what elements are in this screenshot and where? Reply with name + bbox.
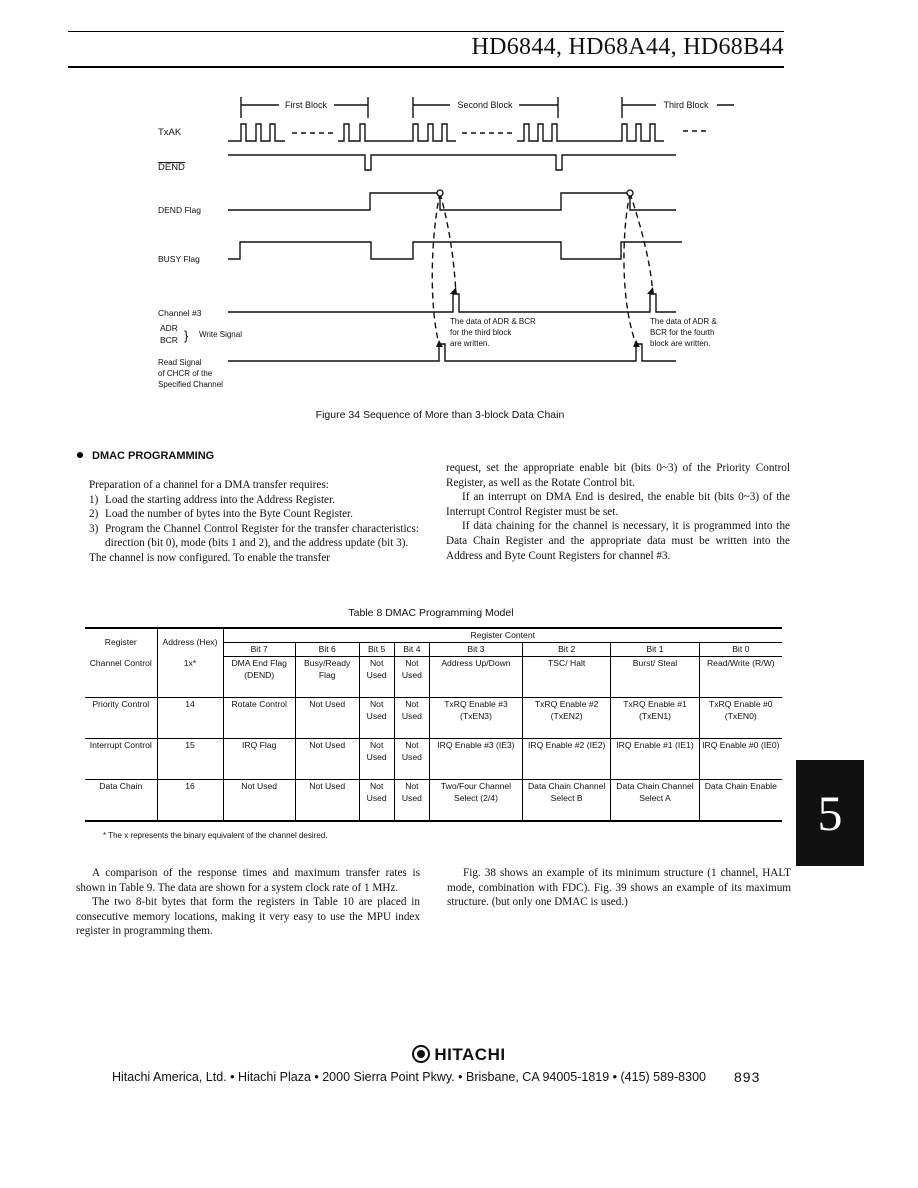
register-address: 1x* — [157, 657, 223, 698]
bit-header: Bit 3 — [430, 643, 523, 657]
bit-cell: IRQ Enable #0 (IE0) — [699, 739, 782, 780]
section-tab: 5 — [796, 760, 864, 866]
bit-cell: Not Used — [394, 780, 429, 822]
brace-glyph: } — [184, 328, 189, 343]
bit-cell: TxRQ Enable #0 (TxEN0) — [699, 698, 782, 739]
bit-cell: IRQ Flag — [223, 739, 295, 780]
bit-cell: Read/Write (R/W) — [699, 657, 782, 698]
signal-write: Write Signal — [199, 330, 242, 339]
bit-header: Bit 6 — [295, 643, 359, 657]
table-row — [85, 698, 782, 739]
brand-name: HITACHI — [434, 1045, 506, 1064]
list-num: 3) — [89, 522, 99, 535]
bullet-icon — [77, 452, 83, 458]
bit-cell: Not Used — [359, 739, 394, 780]
bit-cell: TxRQ Enable #3 (TxEN3) — [430, 698, 523, 739]
register-name: Channel Control — [85, 657, 157, 698]
bit-cell: Burst/ Steal — [611, 657, 699, 698]
hitachi-logo-icon — [412, 1045, 430, 1063]
bit-cell: TxRQ Enable #1 (TxEN1) — [611, 698, 699, 739]
bit-header: Bit 5 — [359, 643, 394, 657]
register-address: 16 — [157, 780, 223, 822]
paragraph: If an interrupt on DMA End is desired, the enable bit (bits 0~3) of the Interrupt Control Register must be set. — [446, 491, 790, 518]
bit-header: Bit 2 — [522, 643, 610, 657]
paragraph: Fig. 38 shows an example of its minimum structure (1 channel, HALT mode, combination with FDC). Fig. 39 shows an example of its maximum structure. (but only one DMAC is used.) — [447, 867, 791, 909]
bit-cell: IRQ Enable #2 (IE2) — [522, 739, 610, 780]
bit-cell: Not Used — [295, 698, 359, 739]
list-text: Load the starting address into the Address Register. — [105, 493, 335, 506]
list-text: Program the Channel Control Register for the transfer characteristics: direction (bit 0), mode (bits 1 and 2), and the address update (bit 3). — [105, 522, 419, 550]
table-row — [85, 739, 782, 780]
left-column — [89, 478, 419, 566]
section-title — [77, 450, 214, 462]
part-number-title: HD6844, HD68A44, HD68B44 — [471, 34, 784, 60]
figure-caption: Figure 34 Sequence of More than 3-block Data Chain — [315, 409, 565, 421]
bit-cell: Two/Four Channel Select (2/4) — [430, 780, 523, 822]
signal-dend: DEND — [158, 162, 185, 173]
bottom-right-column — [447, 866, 791, 910]
bit-cell: Not Used — [359, 698, 394, 739]
bit-header: Bit 1 — [611, 643, 699, 657]
col-header-address: Address (Hex) — [157, 628, 223, 657]
bit-cell: Not Used — [359, 657, 394, 698]
bit-cell: Data Chain Channel Select A — [611, 780, 699, 822]
list-item — [89, 522, 419, 551]
register-name: Interrupt Control — [85, 739, 157, 780]
table-row — [85, 657, 782, 698]
col-header-register: Register — [85, 628, 157, 657]
bit-cell: Not Used — [394, 739, 429, 780]
bit-cell: Not Used — [359, 780, 394, 822]
block-label-third: Third Block — [663, 100, 709, 110]
col-header-content: Register Content — [223, 628, 782, 643]
bit-cell: Not Used — [295, 739, 359, 780]
register-name: Data Chain — [85, 780, 157, 822]
bit-cell: IRQ Enable #3 (IE3) — [430, 739, 523, 780]
block-label-first: First Block — [284, 100, 328, 110]
right-column — [446, 461, 790, 563]
list-text: Load the number of bytes into the Byte Count Register. — [105, 508, 353, 521]
bit-cell: TSC/ Halt — [522, 657, 610, 698]
note2-line3: block are written. — [650, 339, 711, 348]
bit-cell: Not Used — [223, 780, 295, 822]
bit-header: Bit 4 — [394, 643, 429, 657]
signal-bcr: BCR — [160, 335, 178, 345]
bit-cell: DMA End Flag (DEND) — [223, 657, 295, 698]
paragraph: The two 8-bit bytes that form the registers in Table 10 are placed in consecutive memory locations, making it very easy to use the MPU index register in programming them. — [76, 896, 420, 938]
list-item — [89, 493, 419, 508]
bit-cell: Busy/Ready Flag — [295, 657, 359, 698]
bit-cell: IRQ Enable #1 (IE1) — [611, 739, 699, 780]
bit-cell: Not Used — [295, 780, 359, 822]
signal-busy-flag: BUSY Flag — [158, 254, 200, 264]
signal-dend-flag: DEND Flag — [158, 205, 201, 215]
table-footnote: * The x represents the binary equivalent of the channel desired. — [103, 831, 328, 840]
note1-line2: for the third block — [450, 328, 512, 337]
hitachi-logo — [0, 1045, 918, 1065]
block-label-second: Second Block — [457, 100, 513, 110]
register-address: 15 — [157, 739, 223, 780]
register-address: 14 — [157, 698, 223, 739]
bit-cell: Not Used — [394, 657, 429, 698]
signal-txak: TxAK — [158, 127, 182, 138]
bit-cell: TxRQ Enable #2 (TxEN2) — [522, 698, 610, 739]
list-item — [89, 507, 419, 522]
bit-header: Bit 0 — [699, 643, 782, 657]
bit-header: Bit 7 — [223, 643, 295, 657]
note2-line1: The data of ADR & — [650, 317, 717, 326]
list-num: 2) — [89, 508, 99, 521]
list-num: 1) — [89, 493, 99, 506]
footer-address: Hitachi America, Ltd. • Hitachi Plaza • 2000 Sierra Point Pkwy. • Brisbane, CA 94005-1819 • (415) 589-8300 — [112, 1070, 706, 1084]
signal-read-1: Read Signal — [158, 358, 202, 367]
paragraph: A comparison of the response times and maximum transfer rates is shown in Table 9. The data are shown for a system clock rate of 1 MHz. — [76, 867, 420, 894]
note1-line1: The data of ADR & BCR — [450, 317, 536, 326]
signal-channel3: Channel #3 — [158, 308, 202, 318]
bit-cell: Address Up/Down — [430, 657, 523, 698]
timing-diagram — [0, 0, 918, 400]
bit-cell: Data Chain Channel Select B — [522, 780, 610, 822]
bottom-left-column — [76, 866, 420, 939]
bit-cell: Data Chain Enable — [699, 780, 782, 822]
bit-cell: Not Used — [394, 698, 429, 739]
register-name: Priority Control — [85, 698, 157, 739]
signal-read-2: of CHCR of the — [158, 369, 213, 378]
intro-text: Preparation of a channel for a DMA transfer requires: — [89, 479, 329, 491]
configured-text: The channel is now configured. To enable the transfer — [89, 551, 331, 564]
signal-adr: ADR — [160, 323, 178, 333]
note1-line3: are written. — [450, 339, 490, 348]
page-number: 893 — [734, 1069, 761, 1085]
paragraph: If data chaining for the channel is necessary, it is programmed into the Data Chain Register and the appropriate data must be written into the Address and Byte Count Registers for channel #3. — [446, 520, 790, 562]
table-row — [85, 780, 782, 822]
signal-read-3: Specified Channel — [158, 380, 223, 389]
programming-model-table — [85, 627, 782, 822]
bit-cell: Rotate Control — [223, 698, 295, 739]
note2-line2: BCR for the fourth — [650, 328, 715, 337]
paragraph: request, set the appropriate enable bit (bits 0~3) of the Priority Control Register, as well as the Rotate Control bit. — [446, 462, 790, 489]
table-title: Table 8 DMAC Programming Model — [348, 607, 514, 619]
section-title-text: DMAC PROGRAMMING — [92, 450, 215, 462]
